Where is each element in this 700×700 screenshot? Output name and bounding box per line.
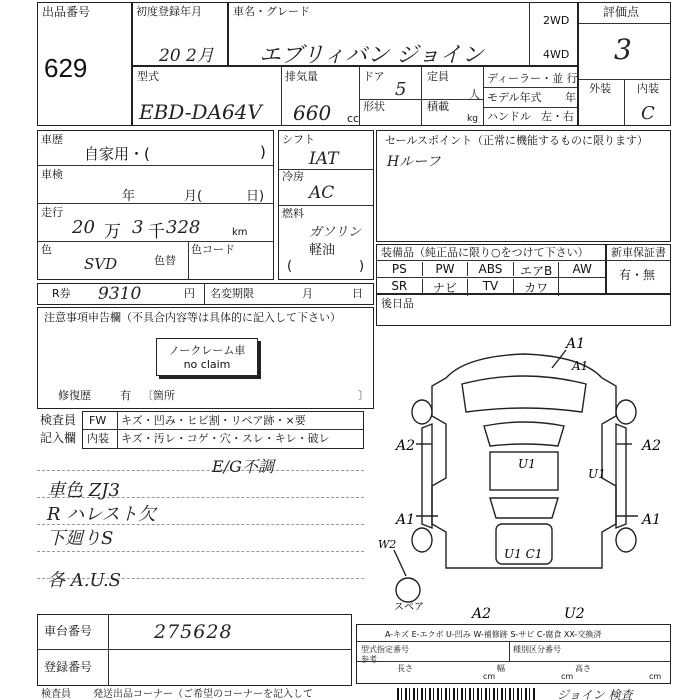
int-label: 内装 (637, 82, 659, 95)
equipment-item-r2-2: TV (468, 279, 514, 293)
recycle-value: 9310 (98, 284, 142, 304)
mileage-sen: 3 (132, 217, 144, 238)
recycle-box (37, 283, 374, 305)
fuel-paren-open: ( (287, 259, 293, 274)
ac-label: 冷房 (282, 170, 304, 183)
inspector-row1-cat: FW (89, 414, 107, 427)
equipment-item-r1-4: AW (572, 262, 592, 276)
inspector-grid (82, 411, 364, 449)
deadline-month: 月 (302, 287, 313, 300)
inspector-label2: 記入欄 (40, 431, 77, 445)
shape-label: 形状 (363, 100, 385, 113)
warranty-label: 新車保証書 (611, 246, 666, 259)
equipment-box (376, 244, 606, 294)
vehicle-diagram (376, 328, 671, 622)
cc-value: 660 (293, 101, 332, 125)
legend-text: A-キズ E-エクボ U-凹み W-補修跡 S-サビ C-腐食 XX-交換済 (385, 630, 602, 639)
fuel-label: 燃料 (282, 207, 304, 220)
deadline-day: 日 (352, 287, 363, 300)
remark-line4: 下廻りS (47, 528, 114, 549)
barcode (397, 688, 537, 700)
diagram-mark-rear-a2: A2 (472, 606, 492, 622)
spec-label: 型式指定番号 (361, 645, 409, 654)
color-label: 色 (41, 243, 52, 256)
score-value: 3 (614, 33, 632, 66)
reg-label: 登録番号 (44, 660, 93, 674)
name-box (228, 2, 578, 66)
first-reg-value: 20 2月 (159, 46, 214, 66)
equipment-item-r2-0: SR (377, 279, 423, 293)
noclaim-line1: ノークレーム車 (168, 344, 246, 357)
repair-value: 有 (120, 389, 131, 402)
diagram-mark-fr-left: A1 (572, 359, 589, 373)
color-change-label: 色替 (154, 254, 176, 267)
diagram-mark-side: U1 (588, 467, 606, 481)
cc-label: 排気量 (285, 70, 318, 83)
mileage-sen-unit: 千 (148, 222, 165, 242)
notes-box (37, 307, 374, 409)
length-label: 長さ (397, 664, 413, 673)
remark-line2: 車色 ZJ3 (47, 480, 120, 501)
length-unit: cm (483, 672, 496, 681)
handle-value: 左・右 (541, 110, 574, 123)
diagram-mark-rear-u2: U2 (564, 606, 585, 622)
mileage-man-unit: 万 (104, 222, 121, 242)
bottom-text: 発送出品コーナー（ご希望のコーナーを記入して (93, 689, 313, 700)
fuel-value: ガソリン (309, 225, 362, 240)
shaken-month: 月( (184, 189, 203, 204)
name-label: 車名・グレード (233, 5, 310, 18)
width-label: 幅 (497, 664, 505, 673)
class-label: 種別区分番号 (513, 645, 561, 654)
diagram-mark-front: A1 (566, 336, 586, 352)
diagram-mark-w2: W2 (378, 538, 397, 551)
mileage-label: 走行 (41, 206, 63, 219)
warranty-box (606, 244, 671, 294)
height-unit: cm (649, 672, 662, 681)
shift-box (278, 130, 374, 280)
later-items-label: 後日品 (381, 297, 414, 310)
remark-line3: R ハレスト欠 (47, 504, 156, 525)
sales-box (376, 130, 671, 242)
equipment-item-r1-1: PW (423, 262, 469, 276)
repair-label: 修復歴 (58, 389, 91, 402)
bottom-strip (37, 688, 671, 700)
remark-line5: 各 A.U.S (47, 570, 122, 591)
diagram-mark-roof: U1 (518, 457, 536, 471)
width-unit: cm (561, 672, 574, 681)
door-label: ドア (363, 70, 385, 83)
equipment-item-r1-0: PS (377, 262, 423, 276)
ext-label: 外装 (589, 82, 611, 95)
equipment-item-r2-3: カワ (514, 279, 560, 296)
drive-2wd: 2WD (543, 14, 570, 27)
noclaim-line2: no claim (183, 358, 231, 371)
mileage-unit: km (232, 227, 248, 238)
diagram-mark-rear: U1 C1 (504, 547, 543, 561)
equipment-label: 装備品（純正品に限り○をつけて下さい） (381, 246, 589, 259)
noclaim-stamp (156, 338, 258, 376)
history-value: 自家用・( (84, 145, 150, 163)
shaken-day: 日) (246, 189, 265, 204)
later-items-box (376, 294, 671, 326)
spare-label: スペア (394, 602, 424, 613)
bottom-label: 検査員 (41, 689, 71, 700)
fuel-paren-close: ) (359, 259, 365, 274)
spec-box (132, 66, 578, 126)
repair-paren: 〔箇所 (142, 389, 175, 402)
diagram-mark-right2: A2 (642, 438, 662, 454)
equipment-item-r1-3: エアB (514, 262, 560, 279)
inspector-row2-text: キズ・汚レ・コゲ・穴・スレ・キレ・破レ (121, 432, 330, 445)
inspector-label1: 検査員 (40, 413, 77, 427)
first-reg-label: 初度登録年月 (136, 5, 202, 18)
name-value: エブリィバン ジョイン (259, 43, 484, 68)
shaken-label: 車検 (41, 168, 63, 181)
dealer-label: ディーラー・並 行 (487, 72, 578, 85)
diagram-mark-left2: A2 (396, 438, 416, 454)
notes-label: 注意事項申告欄（不具合内容等は具体的に記入して下さい） (44, 311, 341, 324)
sales-label: セールスポイント（正常に機能するものに限ります） (385, 134, 649, 147)
equipment-item-r2-1: ナビ (423, 279, 469, 296)
score-label: 評価点 (603, 5, 640, 19)
diagram-mark-right1: A1 (642, 512, 662, 528)
warranty-value: 有・無 (619, 268, 656, 282)
model-value: EBD-DA64V (139, 100, 262, 124)
spec-ref: 参考 (361, 655, 377, 664)
load-label: 積載 (427, 100, 449, 113)
diagram-mark-left1: A1 (396, 512, 416, 528)
lot-label: 出品番号 (42, 5, 91, 19)
mileage-rest: 328 (166, 217, 201, 238)
inspector-row2-cat: 内装 (87, 432, 109, 445)
shaken-year: 年 (122, 189, 136, 204)
history-box (37, 130, 274, 280)
first-reg-box (132, 2, 228, 66)
chassis-value: 275628 (154, 621, 233, 643)
history-close: ) (260, 143, 266, 161)
remark-line1: E/G不調 (212, 457, 274, 476)
lot-box (37, 2, 132, 126)
recycle-unit: 円 (184, 287, 195, 300)
cap-label: 定員 (427, 70, 449, 83)
door-value: 5 (395, 79, 407, 100)
shift-label: シフト (282, 133, 315, 146)
color-code-label: 色コード (191, 243, 235, 256)
drive-4wd: 4WD (543, 48, 570, 61)
recycle-label: R券 (52, 287, 71, 300)
inspector-row1-text: キズ・凹み・ヒビ割・リペア跡・×要 (121, 414, 306, 427)
lot-number: 629 (44, 53, 88, 83)
height-label: 高さ (575, 664, 591, 673)
bottom-hw: ジョイン 検査 (557, 688, 633, 700)
dims-box (356, 624, 671, 684)
color-value: SVD (84, 255, 118, 273)
repair-close: 〕 (358, 389, 369, 402)
model-label: 型式 (137, 70, 159, 83)
chassis-box (37, 614, 352, 686)
ac-value: AC (309, 183, 335, 203)
model-year-unit: 年 (565, 91, 576, 104)
mileage-man: 20 (72, 217, 95, 238)
model-year-label: モデル年式 (487, 91, 542, 104)
int-value: C (641, 103, 655, 124)
deadline-label: 名変期限 (210, 287, 254, 300)
chassis-label: 車台番号 (44, 624, 93, 638)
sales-value: Hルーフ (387, 154, 441, 170)
load-unit: kg (467, 114, 478, 124)
history-label: 車歴 (41, 133, 63, 146)
cc-unit: cc (347, 112, 360, 125)
shift-value: IAT (309, 149, 339, 169)
handle-label: ハンドル (487, 110, 531, 123)
score-box (578, 2, 671, 126)
equipment-item-r1-2: ABS (468, 262, 514, 276)
cap-unit: 人 (469, 88, 480, 101)
fuel-diesel: 軽油 (309, 243, 336, 258)
remarks-area (37, 452, 364, 612)
